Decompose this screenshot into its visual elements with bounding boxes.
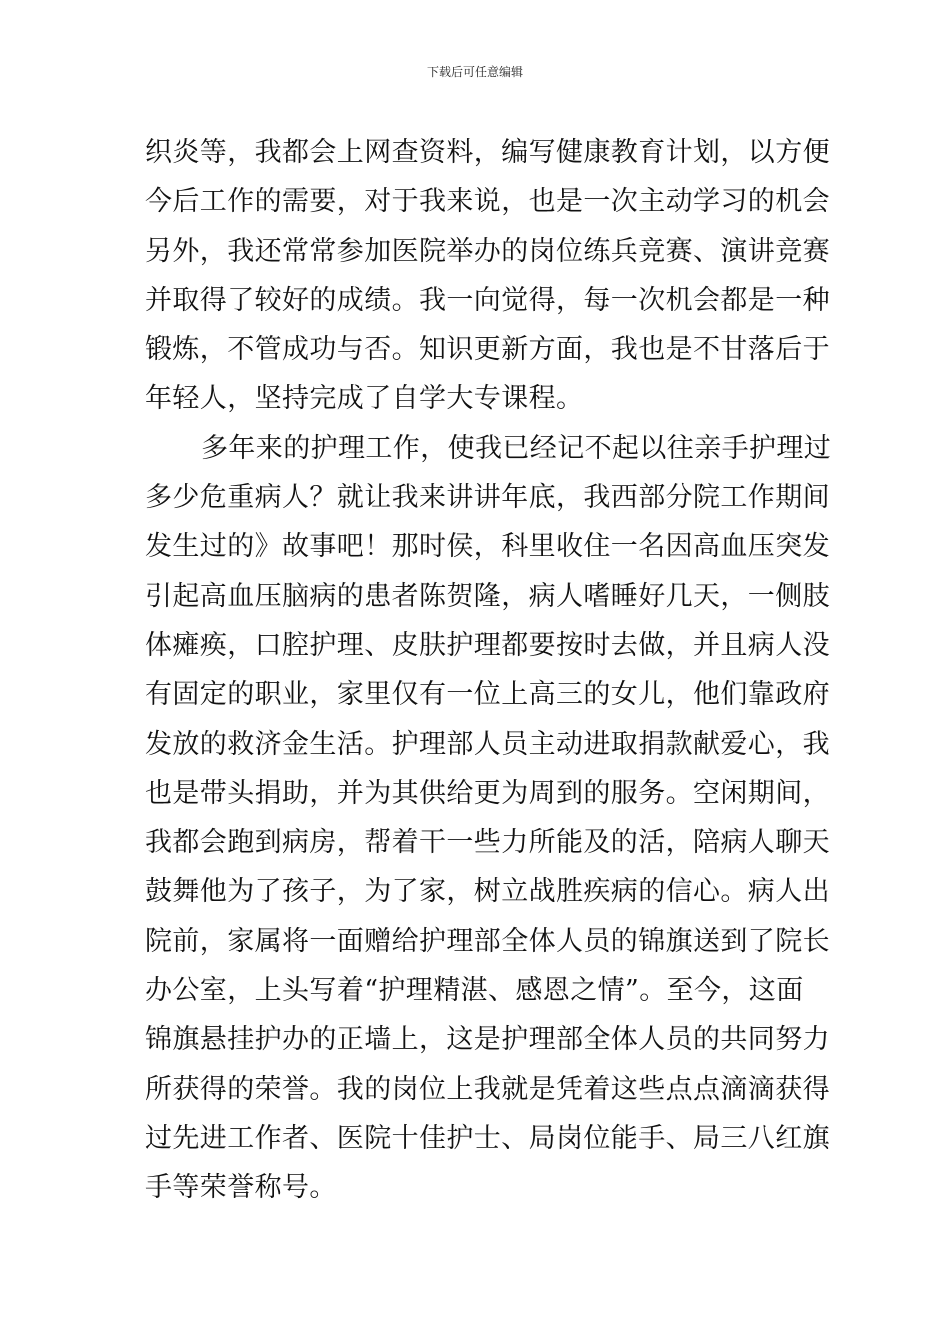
text-line: 办公室，上头写着“护理精湛、感恩之情”。至今，这面 — [145, 975, 804, 1007]
text-line: 发生过的》故事吧！那时侯，科里收住一名因高血压突发 — [145, 531, 830, 563]
document-body — [145, 128, 832, 1213]
text-line: 院前，家属将一面赠给护理部全体人员的锦旗送到了院长 — [145, 925, 830, 957]
text-line: 多少危重病人？就让我来讲讲年底，我西部分院工作期间 — [145, 482, 830, 514]
text-line: 过先进工作者、医院十佳护士、局岗位能手、局三八红旗 — [145, 1122, 830, 1154]
text-line: 锻炼，不管成功与否。知识更新方面，我也是不甘落后于 — [145, 334, 830, 366]
page-header: 下载后可任意编辑 — [426, 65, 523, 79]
text-line: 织炎等，我都会上网查资料，编写健康教育计划，以方便 — [145, 137, 830, 168]
text-line: 体瘫痪，口腔护理、皮肤护理都要按时去做，并且病人没 — [145, 629, 830, 661]
text-line: 有固定的职业，家里仅有一位上高三的女儿，他们靠政府 — [145, 679, 830, 711]
text-line: 另外，我还常常参加医院举办的岗位练兵竞赛、演讲竞赛 — [145, 235, 830, 267]
text-line: 我都会跑到病房，帮着干一些力所能及的活，陪病人聊天 — [145, 827, 830, 859]
text-line: 也是带头捐助，并为其供给更为周到的服务。空闲期间， — [145, 777, 830, 809]
text-line: 多年来的护理工作，使我已经记不起以往亲手护理过 — [201, 432, 832, 464]
text-line: 鼓舞他为了孩子，为了家，树立战胜疾病的信心。病人出 — [145, 876, 830, 908]
text-line: 手等荣誉称号。 — [145, 1172, 337, 1204]
text-line: 今后工作的需要，对于我来说，也是一次主动学习的机会 — [145, 186, 830, 218]
text-line: 锦旗悬挂护办的正墙上，这是护理部全体人员的共同努力 — [145, 1024, 830, 1056]
text-line: 所获得的荣誉。我的岗位上我就是凭着这些点点滴滴获得 — [145, 1073, 830, 1105]
text-line: 引起高血压脑病的患者陈贺隆，病人嗜睡好几天，一侧肢 — [145, 580, 830, 612]
text-line: 发放的救济金生活。护理部人员主动进取捐款献爱心，我 — [145, 728, 830, 760]
text-line: 年轻人，坚持完成了自学大专课程。 — [145, 383, 584, 415]
text-line: 并取得了较好的成绩。我一向觉得，每一次机会都是一种 — [145, 284, 830, 316]
